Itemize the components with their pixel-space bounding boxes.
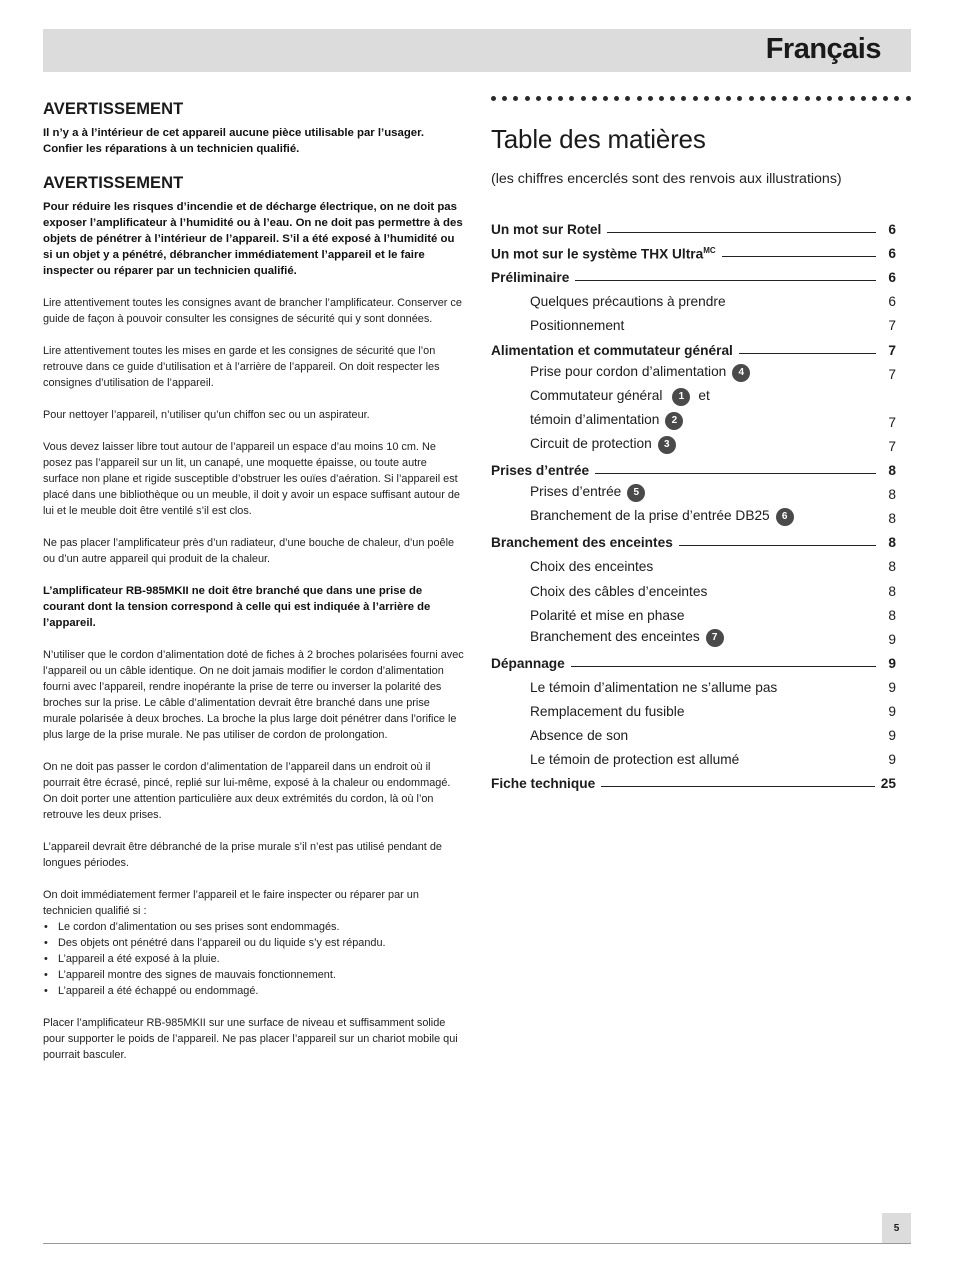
toc-entry-label: Préliminaire bbox=[491, 270, 570, 286]
toc-entry[interactable] bbox=[491, 430, 896, 454]
divider-dot bbox=[581, 96, 586, 101]
toc-entry[interactable] bbox=[491, 599, 896, 623]
toc-entry-page: 8 bbox=[888, 559, 896, 575]
toc-entry-label: Quelques précautions à prendre bbox=[530, 294, 726, 310]
toc-subtitle: (les chiffres encerclés sont des renvois aux illustrations) bbox=[491, 171, 842, 187]
warning-text-2: Pour réduire les risques d’incendie et de décharge électrique, on ne doit pas exposer l’amplificateur à l’humidité ou à l’eau. On ne doit pas permettre à des objets de pénétrer à l’intérieur de l’appareil. S’il a été exposé à l’humidité ou si un objet y a pénétré, débrancher immédiatement l’appareil et le faire inspecter ou réparer par un technicien qualifié. bbox=[43, 201, 463, 277]
toc-entry-page: 8 bbox=[888, 583, 896, 599]
figure-ref-badge: 7 bbox=[706, 629, 724, 647]
list-item: • L’appareil a été échappé ou endommagé. bbox=[43, 983, 465, 999]
divider-dot bbox=[838, 96, 843, 101]
divider-dot bbox=[569, 96, 574, 101]
toc-entry-page: 9 bbox=[888, 679, 896, 695]
figure-ref-badge: 2 bbox=[665, 412, 683, 430]
divider-dot bbox=[793, 96, 798, 101]
toc-entry-page: 9 bbox=[888, 655, 896, 671]
toc-entry-label: Branchement des enceintes bbox=[491, 535, 673, 551]
divider-dot bbox=[816, 96, 821, 101]
divider-dot bbox=[883, 96, 888, 101]
divider-dot bbox=[782, 96, 787, 101]
divider-dot bbox=[670, 96, 675, 101]
warning-heading-2: AVERTISSEMENT bbox=[43, 174, 184, 192]
divider-dot bbox=[525, 96, 530, 101]
toc-title: Table des matières bbox=[491, 124, 706, 154]
leader-line bbox=[722, 256, 876, 257]
toc-entry[interactable] bbox=[491, 743, 896, 767]
divider-dot bbox=[771, 96, 776, 101]
toc-entry-page: 8 bbox=[888, 487, 896, 503]
toc-entry[interactable] bbox=[491, 213, 896, 237]
toc-entry-page: 7 bbox=[888, 318, 896, 334]
toc-entry-page: 8 bbox=[888, 463, 896, 479]
bullet-list bbox=[43, 919, 465, 999]
paragraph: L’appareil devrait être débranché de la prise murale s’il n’est pas utilisé pendant de longues périodes. bbox=[43, 841, 442, 869]
divider-dot bbox=[603, 96, 608, 101]
paragraph: Vous devez laisser libre tout autour de l’appareil un espace d’au moins 10 cm. Ne posez pas l’appareil sur un lit, un canapé, une moquette épaisse, ou toute autre surface non plane et rigide susceptible d’obstruer les ouïes d’aération. Si l’appareil est placé dans une bibliothèque ou un meuble, il doit y avoir un espace suffisant autour de lui et le meuble doit être ventilé s’il est clos. bbox=[43, 441, 460, 517]
divider-dot bbox=[704, 96, 709, 101]
toc-entry-page: 6 bbox=[888, 222, 896, 238]
figure-ref-badge: 4 bbox=[732, 364, 750, 382]
divider-dot bbox=[547, 96, 552, 101]
divider-dot bbox=[502, 96, 507, 101]
warning-text-1: Il n’y a à l’intérieur de cet appareil aucune pièce utilisable par l’usager. Confier les réparations à un technicien qualifié. bbox=[43, 127, 425, 155]
paragraph: On doit immédiatement fermer l’appareil et le faire inspecter ou réparer par un technicien qualifié si : bbox=[43, 889, 419, 917]
toc-entry-suffix: et bbox=[698, 387, 710, 403]
paragraph-bold: L’amplificateur RB-985MKII ne doit être branché que dans une prise de courant dont la tension correspond à celle qui est indiquée à l’arrière de l’appareil. bbox=[43, 585, 431, 629]
toc-entry[interactable] bbox=[491, 767, 896, 791]
toc-entry-label: Fiche technique bbox=[491, 776, 596, 792]
dotted-divider bbox=[491, 96, 911, 104]
paragraph: Ne pas placer l’amplificateur près d’un radiateur, d’une bouche de chaleur, d’un poêle ou d’un autre appareil qui produit de la chaleur. bbox=[43, 537, 455, 565]
toc-entry-label: Un mot sur le système THX Ultra bbox=[491, 246, 704, 262]
toc-entry-label: Commutateur général bbox=[530, 387, 663, 403]
toc-entry-page: 9 bbox=[888, 631, 896, 647]
toc-entry-page: 7 bbox=[888, 366, 896, 382]
toc-entry-label: Remplacement du fusible bbox=[530, 703, 685, 719]
paragraph: Lire attentivement toutes les consignes avant de brancher l’amplificateur. Conserver ce guide de façon à pouvoir consulter les consignes de sécurité qui y sont données. bbox=[43, 297, 462, 325]
divider-dot bbox=[681, 96, 686, 101]
paragraph: Placer l’amplificateur RB-985MKII sur une surface de niveau et suffisamment solide pour supporter le poids de l’appareil. Ne pas placer l’appareil sur un chariot mobile qui pourrait basculer. bbox=[43, 1017, 458, 1061]
toc-entry-label: Prises d’entrée bbox=[530, 484, 622, 500]
leader-line bbox=[571, 666, 876, 667]
divider-dot bbox=[648, 96, 653, 101]
page-number: 5 bbox=[882, 1213, 911, 1244]
divider-dot bbox=[850, 96, 855, 101]
toc-entry[interactable] bbox=[491, 454, 896, 478]
toc-entry[interactable] bbox=[491, 358, 896, 382]
toc-entry-page: 6 bbox=[888, 246, 896, 262]
toc-entry-label: Branchement des enceintes bbox=[530, 628, 700, 644]
toc-entry[interactable] bbox=[491, 333, 896, 357]
figure-ref-badge: 6 bbox=[776, 508, 794, 526]
toc-entry[interactable] bbox=[491, 574, 896, 598]
divider-dot bbox=[805, 96, 810, 101]
figure-ref-badge: 5 bbox=[627, 484, 645, 502]
toc-entry-label: Choix des enceintes bbox=[530, 559, 654, 575]
toc-entry-label: Prise pour cordon d’alimentation bbox=[530, 363, 727, 379]
divider-dot bbox=[861, 96, 866, 101]
toc-entry-page: 7 bbox=[888, 438, 896, 454]
divider-dot bbox=[625, 96, 630, 101]
divider-dot bbox=[592, 96, 597, 101]
divider-dot bbox=[693, 96, 698, 101]
toc-entry-label: Positionnement bbox=[530, 318, 625, 334]
toc-entry-label: Le témoin d’alimentation ne s’allume pas bbox=[530, 679, 778, 695]
toc-entry-label: Branchement de la prise d’entrée DB25 bbox=[530, 508, 770, 524]
toc-entry-page: 8 bbox=[888, 607, 896, 623]
figure-ref-badge: 1 bbox=[672, 388, 690, 406]
warning-heading-1: AVERTISSEMENT bbox=[43, 100, 184, 118]
toc-entry-label: Choix des câbles d’enceintes bbox=[530, 583, 708, 599]
toc-entry-label: Polarité et mise en phase bbox=[530, 607, 685, 623]
toc-entry[interactable] bbox=[491, 309, 896, 333]
divider-dot bbox=[614, 96, 619, 101]
toc-list bbox=[491, 213, 896, 791]
page-title: Français bbox=[765, 33, 881, 65]
toc-entry-label: Un mot sur Rotel bbox=[491, 222, 602, 238]
divider-dot bbox=[760, 96, 765, 101]
leader-line bbox=[679, 545, 876, 546]
list-item: • Des objets ont pénétré dans l’appareil ou du liquide s’y est répandu. bbox=[43, 935, 465, 951]
safety-column bbox=[43, 100, 465, 1079]
toc-entry[interactable] bbox=[491, 550, 896, 574]
divider-dot bbox=[737, 96, 742, 101]
list-item: • L’appareil a été exposé à la pluie. bbox=[43, 951, 465, 967]
toc-column bbox=[491, 96, 911, 791]
toc-entry-page: 9 bbox=[888, 703, 896, 719]
toc-entry-label: Prises d’entrée bbox=[491, 463, 590, 479]
toc-entry[interactable] bbox=[491, 406, 896, 430]
divider-dot bbox=[558, 96, 563, 101]
divider-dot bbox=[536, 96, 541, 101]
toc-entry[interactable] bbox=[491, 695, 896, 719]
toc-entry-page: 7 bbox=[888, 342, 896, 358]
toc-entry-label: témoin d’alimentation bbox=[530, 411, 660, 427]
leader-line bbox=[739, 353, 876, 354]
toc-entry-page: 9 bbox=[888, 752, 896, 768]
toc-entry[interactable] bbox=[491, 478, 896, 502]
header-band bbox=[43, 29, 911, 72]
toc-entry-label: Dépannage bbox=[491, 655, 565, 671]
divider-dot bbox=[749, 96, 754, 101]
toc-entry[interactable] bbox=[491, 623, 896, 647]
divider-dot bbox=[872, 96, 877, 101]
divider-dot bbox=[637, 96, 642, 101]
leader-line bbox=[595, 473, 876, 474]
toc-entry-page: 6 bbox=[888, 294, 896, 310]
toc-entry[interactable] bbox=[491, 261, 896, 285]
divider-dot bbox=[726, 96, 731, 101]
divider-dot bbox=[894, 96, 899, 101]
divider-dot bbox=[491, 96, 496, 101]
toc-entry-page: 6 bbox=[888, 270, 896, 286]
paragraph: N’utiliser que le cordon d’alimentation doté de fiches à 2 broches polarisées fourni avec l’appareil ou un câble identique. On ne doit jamais modifier le cordon d’alimentation fourni avec l’appareil, rendre inopérante la prise de terre ou inverser la polarité des broches sur la prise. Le câble d’alimentation devrait être branché dans une prise murale polarisée à deux broches. La broche la plus large doit pénétrer dans l’orifice le plus large de la prise murale. Ne pas utiliser de cordon de prolongation. bbox=[43, 649, 464, 741]
toc-entry-label: Absence de son bbox=[530, 728, 629, 744]
toc-entry-page: 7 bbox=[888, 414, 896, 430]
toc-entry-page: 25 bbox=[880, 776, 896, 792]
list-item: • Le cordon d’alimentation ou ses prises sont endommagés. bbox=[43, 919, 465, 935]
divider-dot bbox=[906, 96, 911, 101]
toc-entry[interactable] bbox=[491, 647, 896, 671]
paragraph: Lire attentivement toutes les mises en garde et les consignes de sécurité que l’on retrouve dans ce guide d’utilisation et à l’arrière de l’appareil. On doit respecter les consignes d’utilisation de l’appareil. bbox=[43, 345, 440, 389]
paragraph: Pour nettoyer l’appareil, n’utiliser qu’un chiffon sec ou un aspirateur. bbox=[43, 409, 370, 421]
figure-ref-badge: 3 bbox=[658, 436, 676, 454]
toc-entry[interactable] bbox=[491, 382, 896, 406]
paragraph: On ne doit pas passer le cordon d’alimentation de l’appareil dans un endroit où il pourrait être écrasé, pincé, replié sur lui-même, exposé à la chaleur ou endommagé. On doit porter une attention particulière aux deux extrémités du cordon, là où l’on retrouve les deux prises. bbox=[43, 761, 451, 821]
toc-entry-page: 9 bbox=[888, 728, 896, 744]
leader-line bbox=[607, 232, 876, 233]
divider-dot bbox=[513, 96, 518, 101]
footer-rule bbox=[43, 1243, 911, 1244]
toc-entry[interactable] bbox=[491, 719, 896, 743]
toc-entry[interactable] bbox=[491, 671, 896, 695]
trademark-superscript: MC bbox=[703, 245, 716, 255]
toc-entry[interactable] bbox=[491, 285, 896, 309]
toc-entry[interactable] bbox=[491, 237, 896, 261]
leader-line bbox=[575, 280, 876, 281]
leader-line bbox=[601, 786, 875, 787]
divider-dot bbox=[827, 96, 832, 101]
toc-entry[interactable] bbox=[491, 502, 896, 526]
toc-entry-label: Alimentation et commutateur général bbox=[491, 342, 733, 358]
divider-dot bbox=[659, 96, 664, 101]
toc-entry[interactable] bbox=[491, 526, 896, 550]
toc-entry-page: 8 bbox=[888, 511, 896, 527]
divider-dot bbox=[715, 96, 720, 101]
list-item: • L’appareil montre des signes de mauvais fonctionnement. bbox=[43, 967, 465, 983]
toc-entry-label: Le témoin de protection est allumé bbox=[530, 752, 740, 768]
toc-entry-page: 8 bbox=[888, 535, 896, 551]
toc-entry-label: Circuit de protection bbox=[530, 435, 652, 451]
